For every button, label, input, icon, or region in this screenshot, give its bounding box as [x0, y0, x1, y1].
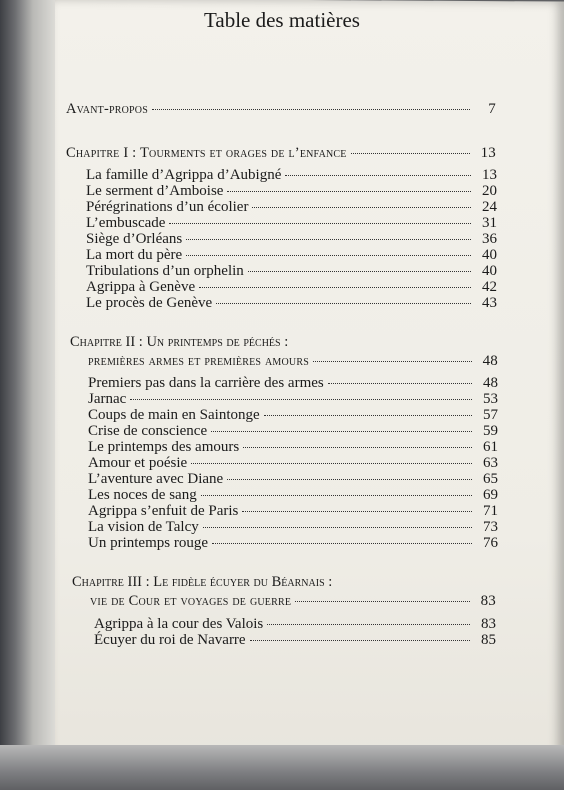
- toc-entry-page: 76: [483, 535, 498, 551]
- toc-entry-page: 40: [482, 263, 497, 279]
- dot-leader: [267, 624, 470, 625]
- toc-entry-page: 57: [483, 407, 498, 423]
- dot-leader: [227, 191, 471, 192]
- toc-entry-page: 73: [483, 519, 498, 535]
- toc-entry: [88, 503, 498, 520]
- dot-leader: [201, 495, 472, 496]
- toc-entry-page: 48: [483, 375, 498, 391]
- toc-entry-page: 40: [482, 247, 497, 263]
- toc-entry: [88, 407, 498, 424]
- toc-entry-label: La vision de Talcy: [88, 519, 199, 535]
- toc-entry-label: Jarnac: [88, 391, 127, 407]
- toc-entry: [94, 616, 496, 633]
- toc-chapter-page: 83: [480, 593, 496, 609]
- toc-entry: [86, 263, 497, 280]
- toc-entry-label: Coups de main en Saintonge: [88, 407, 260, 423]
- dot-leader: [250, 640, 470, 641]
- toc-entry-label: La famille d’Agrippa d’Aubigné: [86, 167, 282, 183]
- toc-entry: [86, 279, 497, 296]
- toc-entry-page: 43: [482, 295, 497, 311]
- toc-entry-page: 36: [482, 231, 497, 247]
- toc-entry-page: 53: [483, 391, 498, 407]
- toc-chapter-label: Chapitre III : Le fidèle écuyer du Béarnais :: [72, 574, 333, 590]
- toc-entry: [88, 535, 498, 552]
- toc-chapter-label: Chapitre II : Un printemps de péchés :: [70, 334, 289, 350]
- dot-leader: [328, 383, 472, 384]
- toc-entry-label: Premiers pas dans la carrière des armes: [88, 375, 324, 391]
- toc-entry: [88, 487, 498, 504]
- dot-leader: [243, 447, 472, 448]
- toc-entry-page: 83: [481, 616, 496, 632]
- toc-entry-label: Un printemps rouge: [88, 535, 208, 551]
- toc-entry: [86, 215, 497, 232]
- toc-entry-label: Le printemps des amours: [88, 439, 240, 455]
- toc-chapter-page: 48: [482, 353, 498, 369]
- toc-entry-page: 24: [482, 199, 497, 215]
- dot-leader: [191, 463, 472, 464]
- toc-entry-label: Agrippa à Genève: [86, 279, 196, 295]
- toc-entry: [86, 247, 497, 264]
- toc-chapter-page: 13: [480, 145, 496, 161]
- toc-entry-label: L’aventure avec Diane: [88, 471, 224, 487]
- toc-entry: [94, 632, 496, 649]
- dot-leader: [313, 361, 472, 362]
- dot-leader: [285, 175, 471, 176]
- toc-entry-page: 7: [488, 101, 496, 117]
- toc-entry-page: 63: [483, 455, 498, 471]
- toc-entry-label: Le procès de Genève: [86, 295, 213, 311]
- toc-entry-page: 20: [482, 183, 497, 199]
- page-title: Table des matières: [204, 8, 360, 32]
- dot-leader: [152, 109, 470, 110]
- toc-entry-label: Avant-propos: [66, 101, 148, 117]
- dot-leader: [242, 511, 472, 512]
- toc-entry-page: 65: [483, 471, 498, 487]
- toc-entry: [86, 199, 497, 216]
- dot-leader: [295, 601, 470, 602]
- toc-entry-label: Le serment d’Amboise: [86, 183, 224, 199]
- toc-entry-label: Siège d’Orléans: [86, 231, 183, 247]
- dot-leader: [212, 543, 472, 544]
- dot-leader: [227, 479, 472, 480]
- toc-chapter: [66, 145, 496, 162]
- toc-entry-label: Écuyer du roi de Navarre: [94, 632, 246, 648]
- dot-leader: [199, 287, 471, 288]
- toc-entry: [86, 167, 497, 184]
- toc-chapter-subtitle: premières armes et premières amours: [88, 353, 309, 369]
- toc-entry-label: Tribulations d’un orphelin: [86, 263, 244, 279]
- dot-leader: [216, 303, 471, 304]
- dot-leader: [203, 527, 472, 528]
- dot-leader: [169, 223, 471, 224]
- toc-entry-page: 42: [482, 279, 497, 295]
- toc-entry: [66, 101, 496, 118]
- toc-entry: [88, 439, 498, 456]
- toc-entry-page: 59: [483, 423, 498, 439]
- toc-entry-label: Crise de conscience: [88, 423, 208, 439]
- toc-chapter-subtitle: vie de Cour et voyages de guerre: [90, 593, 292, 609]
- dot-leader: [186, 239, 471, 240]
- toc-entry-page: 85: [481, 632, 496, 648]
- toc-chapter: [88, 353, 498, 370]
- book-spine-edge: [0, 0, 60, 790]
- dot-leader: [211, 431, 472, 432]
- toc-entry-label: Amour et poésie: [88, 455, 188, 471]
- dot-leader: [264, 415, 472, 416]
- toc-entry: [86, 231, 497, 248]
- toc-entry: [88, 519, 498, 536]
- dot-leader: [130, 399, 472, 400]
- toc-entry-label: Agrippa s’enfuit de Paris: [88, 503, 239, 519]
- toc-entry-label: Pérégrinations d’un écolier: [86, 199, 249, 215]
- dot-leader: [186, 255, 471, 256]
- dot-leader: [351, 153, 470, 154]
- page-bottom-edge: [0, 745, 564, 790]
- toc-entry: [88, 471, 498, 488]
- toc-entry: [88, 375, 498, 392]
- dot-leader: [252, 207, 471, 208]
- toc-entry-page: 31: [482, 215, 497, 231]
- toc-entry-page: 69: [483, 487, 498, 503]
- toc-entry-label: Agrippa à la cour des Valois: [94, 616, 264, 632]
- toc-entry-label: Les noces de sang: [88, 487, 197, 503]
- dot-leader: [248, 271, 471, 272]
- toc-entry: [88, 423, 498, 440]
- toc-entry-page: 71: [483, 503, 498, 519]
- toc-entry-label: La mort du père: [86, 247, 183, 263]
- toc-entry: [88, 391, 498, 408]
- toc-entry: [86, 183, 497, 200]
- toc-entry-page: 13: [482, 167, 497, 183]
- toc-entry-page: 61: [483, 439, 498, 455]
- toc-entry-label: L’embuscade: [86, 215, 166, 231]
- toc-entry: [88, 455, 498, 472]
- toc-chapter-label: Chapitre I : Tourments et orages de l’enfance: [66, 145, 347, 161]
- toc-chapter: [90, 593, 496, 610]
- toc-entry: [86, 295, 497, 312]
